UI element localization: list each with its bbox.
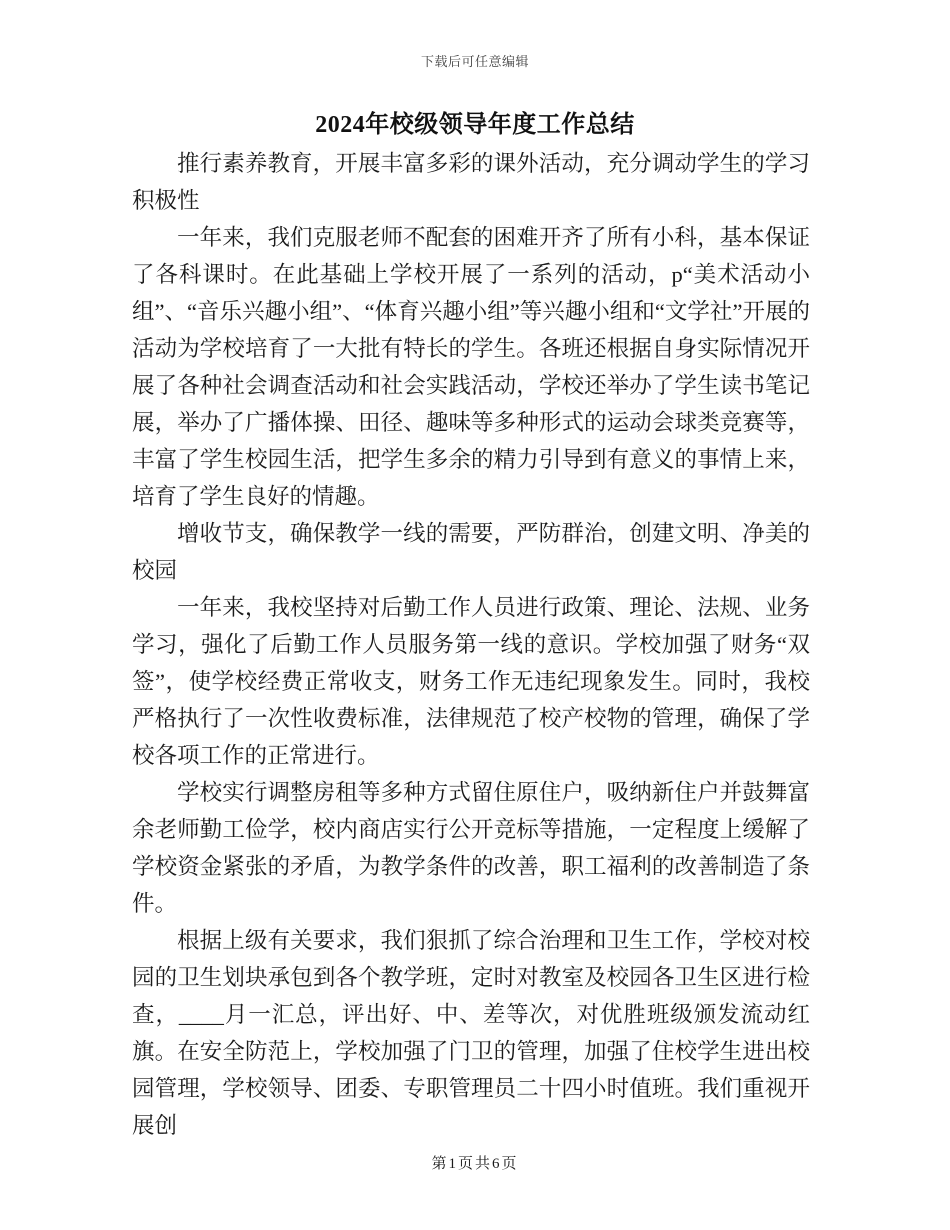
paragraph-6: 根据上级有关要求，我们狠抓了综合治理和卫生工作，学校对校园的卫生划块承包到各个教学班，定时对教室及校园各卫生区进行检查，____月一汇总，评出好、中、差等次，对优胜班级颁发流动红旗。在安全防范上，学校加强了门卫的管理，加强了住校学生进出校园管理，学校领导、团委、专职管理员二十四小时值班。我们重视开展创 — [132, 928, 810, 1138]
paragraph-1: 推行素养教育，开展丰富多彩的课外活动，充分调动学生的学习积极性 — [132, 151, 810, 213]
paragraph-4: 一年来，我校坚持对后勤工作人员进行政策、理论、法规、业务学习，强化了后勤工作人员服务第一线的意识。学校加强了财务“双签”，使学校经费正常收支，财务工作无违纪现象发生。同时，我校严格执行了一次性收费标准，法律规范了校产校物的管理，确保了学校各项工作的正常进行。 — [132, 595, 810, 768]
edit-notice-text: 下载后可任意编辑 — [420, 54, 529, 69]
page-number-footer: 第1页共6页 — [431, 1156, 519, 1172]
document-title: 2024年校级领导年度工作总结 — [315, 112, 635, 138]
document-body — [132, 145, 810, 1144]
paragraph-3: 增收节支，确保教学一线的需要，严防群治，创建文明、净美的校园 — [132, 521, 810, 583]
paragraph-2: 一年来，我们克服老师不配套的困难开齐了所有小科，基本保证了各科课时。在此基础上学校开展了一系列的活动，p“美术活动小组”、“音乐兴趣小组”、“体育兴趣小组”等兴趣小组和“文学社”开展的活动为学校培育了一大批有特长的学生。各班还根据自身实际情况开展了各种社会调查活动和社会实践活动，学校还举办了学生读书笔记展，举办了广播体操、田径、趣味等多种形式的运动会球类竞赛等，丰富了学生校园生活，把学生多余的精力引导到有意义的事情上来，培育了学生良好的情趣。 — [132, 225, 810, 509]
paragraph-5: 学校实行调整房租等多种方式留住原住户，吸纳新住户并鼓舞富余老师勤工俭学，校内商店实行公开竞标等措施，一定程度上缓解了学校资金紧张的矛盾，为教学条件的改善，职工福利的改善制造了条件。 — [132, 780, 810, 916]
